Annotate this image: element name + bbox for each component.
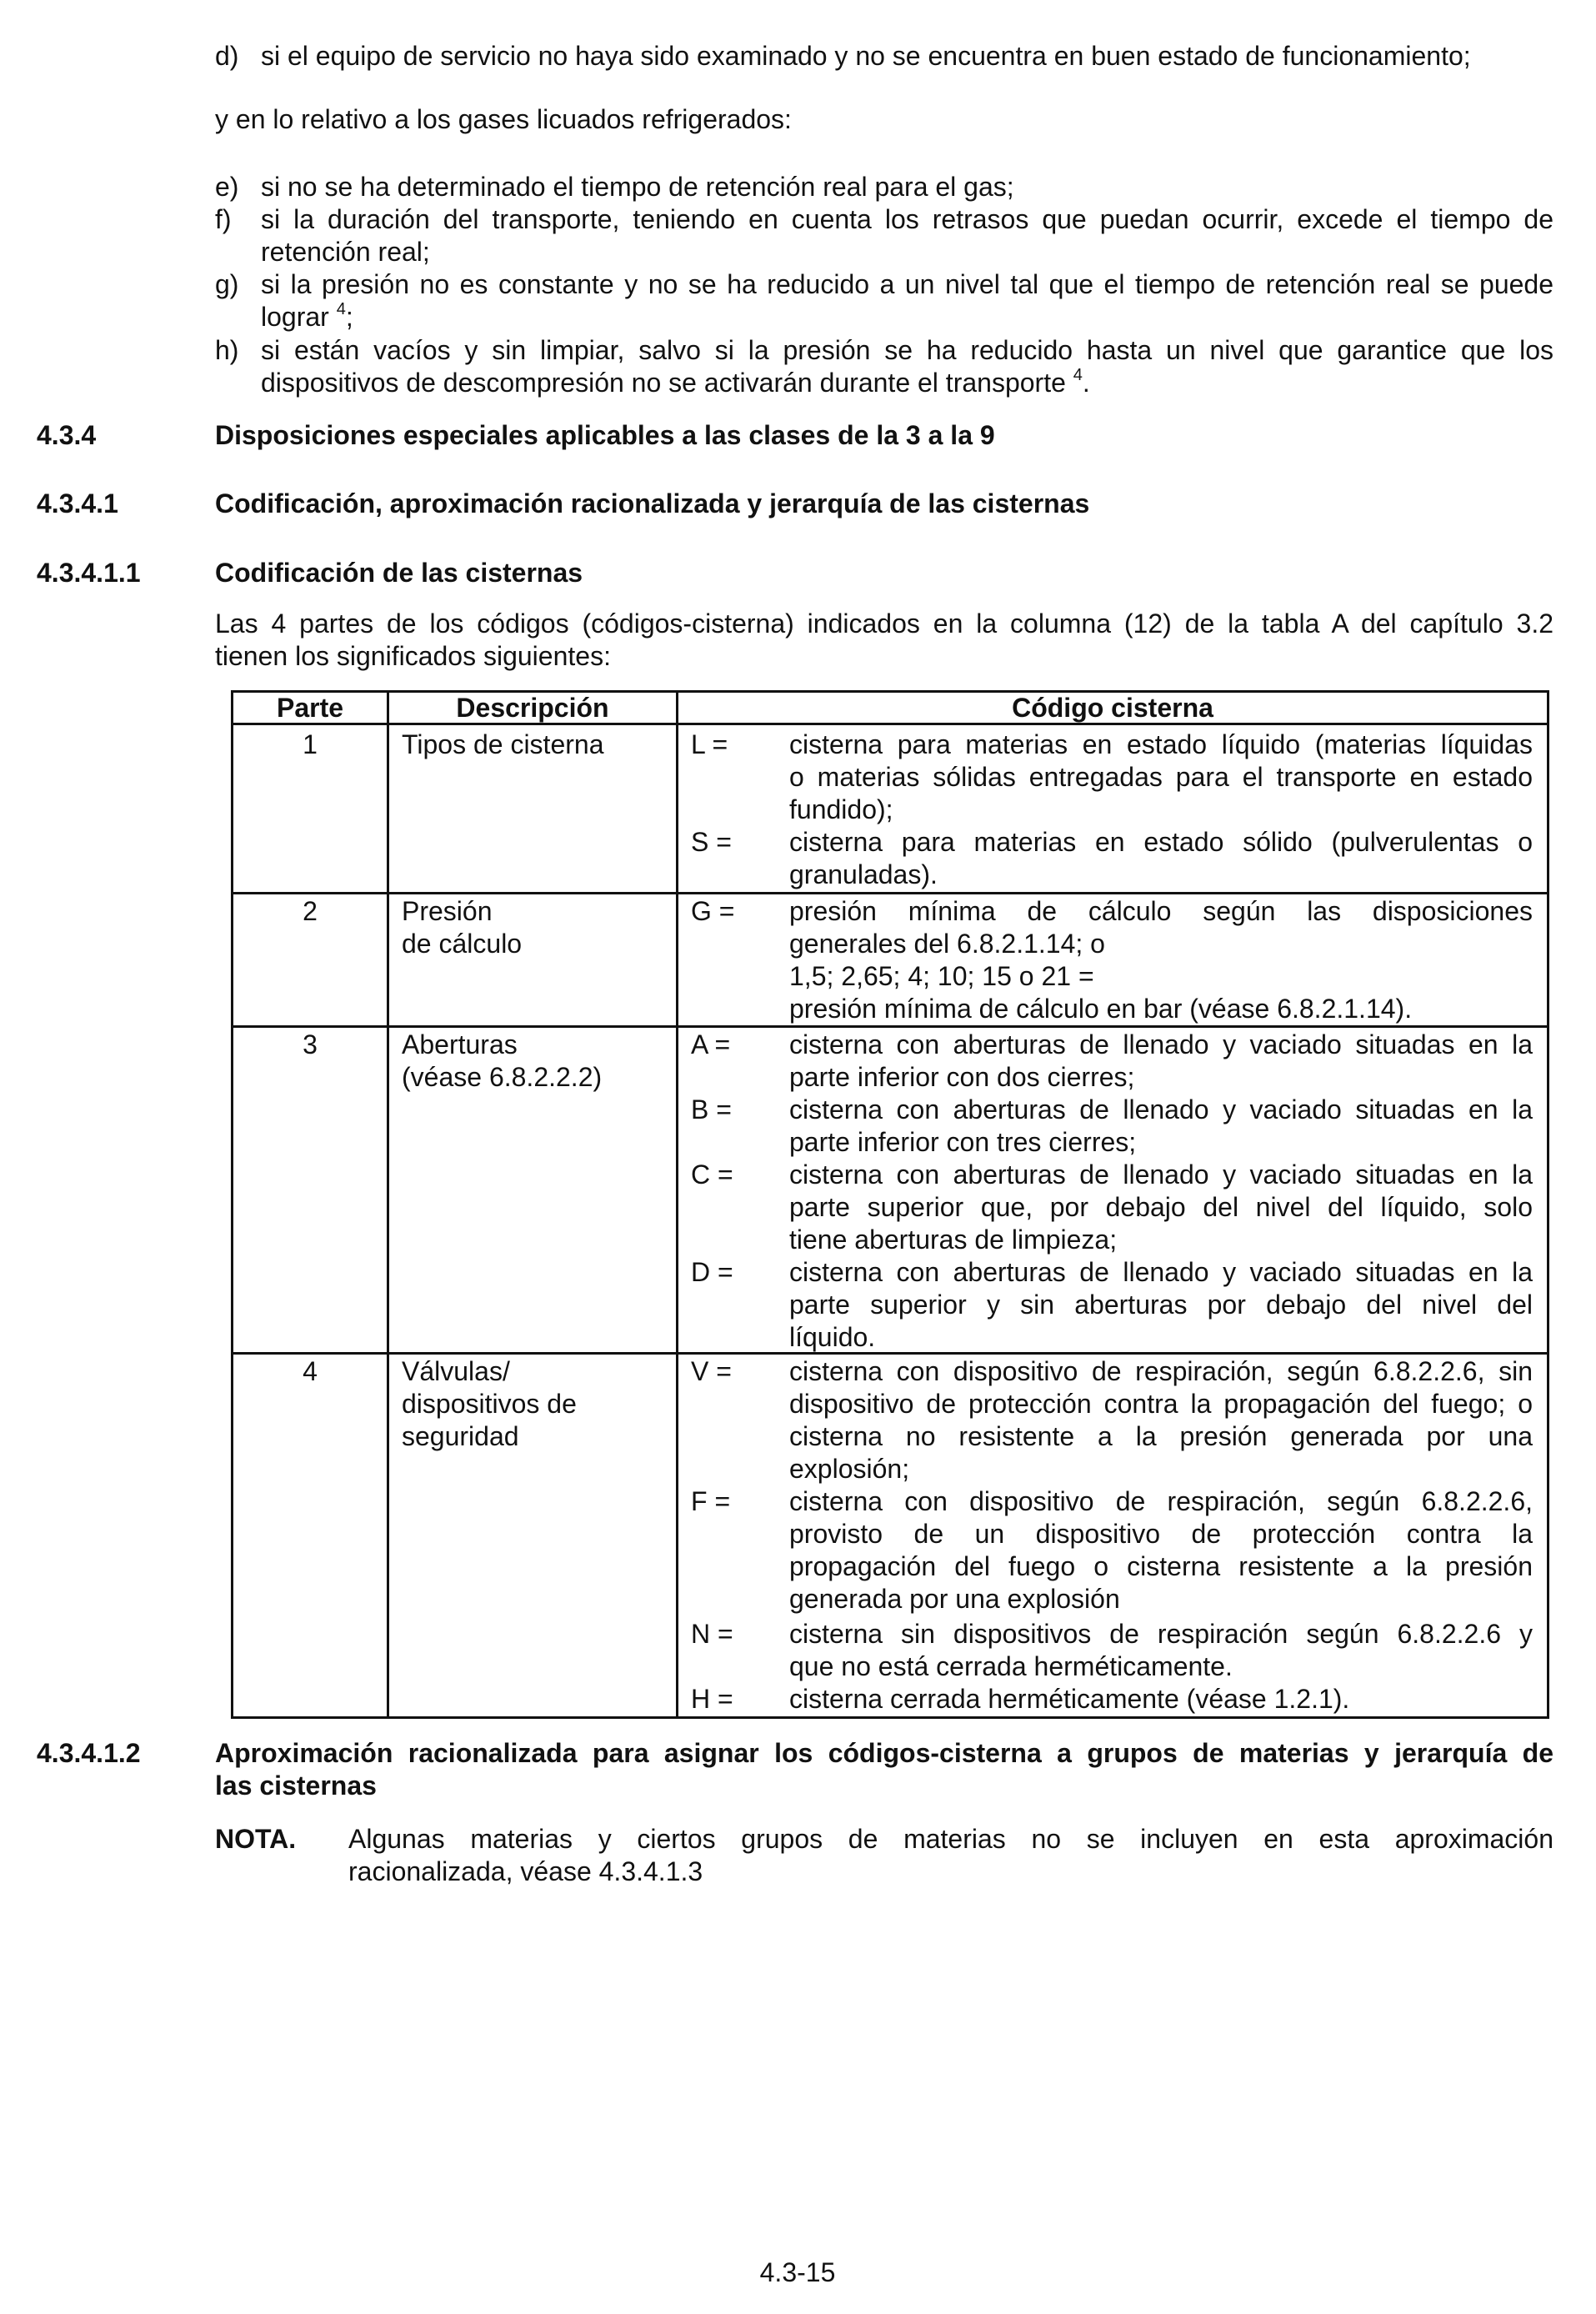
- code-C-line-2: parte superior que, por debajo del nivel del líquido, solo: [789, 1192, 1533, 1222]
- section-title-4-3-4-1-2-line-1: Aproximación racionalizada para asignar los códigos-cisterna a grupos de materias y jerarquía de: [215, 1738, 1553, 1768]
- list-label-d: d): [215, 41, 239, 71]
- header-descripcion: Descripción: [456, 693, 609, 723]
- code-L-line-3: fundido);: [789, 794, 893, 824]
- row-1-parte: 1: [303, 729, 318, 759]
- row-2-parte: 2: [303, 896, 318, 926]
- section-number-4-3-4-1-2: 4.3.4.1.2: [37, 1738, 141, 1768]
- list-text-g-line2: lograr $^4$;: [261, 300, 353, 332]
- list-text-h-line2: dispositivos de descompresión no se activarán durante el transporte $^4$.: [261, 366, 1090, 398]
- code-V-line-3: cisterna no resistente a la presión generada por una: [789, 1421, 1533, 1451]
- code-D-line-1: cisterna con aberturas de llenado y vaciado situadas en la: [789, 1257, 1533, 1287]
- list-text-f-line2: retención real;: [261, 237, 430, 267]
- list-label-h: h): [215, 335, 239, 365]
- list-label-g: g): [215, 269, 239, 299]
- code-A-line-1: cisterna con aberturas de llenado y vaciado situadas en la: [789, 1029, 1533, 1059]
- note-label: NOTA.: [215, 1824, 297, 1854]
- note-text-line-1: Algunas materias y ciertos grupos de materias no se incluyen en esta aproximación: [348, 1824, 1553, 1854]
- code-G-line-1: presión mínima de cálculo según las disposiciones: [789, 896, 1533, 926]
- code-G-line-3: 1,5; 2,65; 4; 10; 15 o 21 =: [789, 961, 1094, 991]
- row-3-desc-line-2: (véase 6.8.2.2.2): [402, 1062, 603, 1092]
- section-number-4-3-4-1-1: 4.3.4.1.1: [37, 558, 141, 588]
- page-number: 4.3-15: [759, 2257, 836, 2287]
- code-C: C =: [691, 1160, 733, 1190]
- code-N: N =: [691, 1619, 733, 1649]
- section-title-4-3-4-1: Codificación, aproximación racionalizada y jerarquía de las cisternas: [215, 488, 1090, 518]
- code-B-line-1: cisterna con aberturas de llenado y vaciado situadas en la: [789, 1094, 1533, 1124]
- code-B: B =: [691, 1094, 732, 1124]
- paragraph-line-1: Las 4 partes de los códigos (códigos-cisterna) indicados en la columna (12) de la tabla A del capítulo 3.2: [215, 609, 1553, 639]
- code-N-line-2: que no está cerrada herméticamente.: [789, 1651, 1233, 1681]
- code-F-line-1: cisterna con dispositivo de respiración, según 6.8.2.2.6,: [789, 1486, 1533, 1516]
- section-title-4-3-4-1-2-line-2: las cisternas: [215, 1771, 377, 1801]
- code-A: A =: [691, 1029, 731, 1059]
- code-S-line-2: granuladas).: [789, 859, 938, 889]
- code-V-line-2: dispositivo de protección contra la propagación del fuego; o: [789, 1389, 1533, 1419]
- row-4-parte: 4: [303, 1356, 318, 1386]
- code-L-line-2: o materias sólidas entregadas para el transporte en estado: [789, 762, 1533, 792]
- row-3-desc-line-1: Aberturas: [402, 1029, 518, 1059]
- code-L: L =: [691, 729, 728, 759]
- list-text-e: si no se ha determinado el tiempo de retención real para el gas;: [261, 172, 1014, 202]
- code-S-line-1: cisterna para materias en estado sólido (pulverulentas o: [789, 827, 1533, 857]
- row-1-desc: Tipos de cisterna: [402, 729, 604, 759]
- list-text-d: si el equipo de servicio no haya sido examinado y no se encuentra en buen estado de funcionamiento;: [261, 41, 1471, 71]
- row-2-desc-line-1: Presión: [402, 896, 493, 926]
- code-D-line-2: parte superior y sin aberturas por debajo del nivel del: [789, 1290, 1533, 1320]
- code-F-line-4: generada por una explosión: [789, 1584, 1120, 1614]
- code-V: V =: [691, 1356, 732, 1386]
- footnote-ref: 4: [336, 300, 346, 319]
- section-number-4-3-4: 4.3.4: [37, 420, 97, 450]
- section-number-4-3-4-1: 4.3.4.1: [37, 488, 118, 518]
- list-label-e: e): [215, 172, 239, 202]
- code-H: H =: [691, 1684, 733, 1714]
- code-F: F =: [691, 1486, 731, 1516]
- code-N-line-1: cisterna sin dispositivos de respiración según 6.8.2.2.6 y: [789, 1619, 1533, 1649]
- row-2-desc-line-2: de cálculo: [402, 929, 523, 959]
- paragraph-line-2: tienen los significados siguientes:: [215, 641, 611, 671]
- row-4-desc-line-1: Válvulas/: [402, 1356, 510, 1386]
- list-text-f-line1: si la duración del transporte, teniendo en cuenta los retrasos que puedan ocurrir, excede el tiempo de: [261, 204, 1553, 234]
- code-V-line-4: explosión;: [789, 1454, 910, 1484]
- code-L-line-1: cisterna para materias en estado líquido (materias líquidas: [789, 729, 1533, 759]
- list-text-g-line1: si la presión no es constante y no se ha reducido a un nivel tal que el tiempo de retención real se puede: [261, 269, 1553, 299]
- code-G-line-2: generales del 6.8.2.1.14; o: [789, 929, 1105, 959]
- row-4-desc-line-3: seguridad: [402, 1421, 519, 1451]
- section-title-4-3-4-1-1: Codificación de las cisternas: [215, 558, 583, 588]
- header-codigo-cisterna: Código cisterna: [1012, 693, 1213, 723]
- footnote-ref: 4: [1073, 366, 1083, 385]
- list-label-f: f): [215, 204, 232, 234]
- code-C-line-3: tiene aberturas de limpieza;: [789, 1225, 1118, 1255]
- code-H-line-1: cisterna cerrada herméticamente (véase 1.2.1).: [789, 1684, 1350, 1714]
- code-D: D =: [691, 1257, 733, 1287]
- row-4-desc-line-2: dispositivos de: [402, 1389, 577, 1419]
- code-G-line-4: presión mínima de cálculo en bar (véase 6.8.2.1.14).: [789, 994, 1413, 1024]
- header-parte: Parte: [276, 693, 344, 723]
- list-intro: y en lo relativo a los gases licuados refrigerados:: [215, 104, 792, 134]
- section-title-4-3-4: Disposiciones especiales aplicables a las clases de la 3 a la 9: [215, 420, 995, 450]
- list-text-h-line1: si están vacíos y sin limpiar, salvo si la presión se ha reducido hasta un nivel que garantice que los: [261, 335, 1553, 365]
- code-V-line-1: cisterna con dispositivo de respiración, según 6.8.2.2.6, sin: [789, 1356, 1533, 1386]
- code-S: S =: [691, 827, 732, 857]
- code-F-line-2: provisto de un dispositivo de protección contra la: [789, 1519, 1533, 1549]
- code-A-line-2: parte inferior con dos cierres;: [789, 1062, 1135, 1092]
- note-text-line-2: racionalizada, véase 4.3.4.1.3: [348, 1856, 703, 1886]
- code-F-line-3: propagación del fuego o cisterna resistente a la presión: [789, 1551, 1533, 1581]
- code-D-line-3: líquido.: [789, 1322, 876, 1352]
- row-3-parte: 3: [303, 1029, 318, 1059]
- code-C-line-1: cisterna con aberturas de llenado y vaciado situadas en la: [789, 1160, 1533, 1190]
- code-B-line-2: parte inferior con tres cierres;: [789, 1127, 1137, 1157]
- code-G: G =: [691, 896, 735, 926]
